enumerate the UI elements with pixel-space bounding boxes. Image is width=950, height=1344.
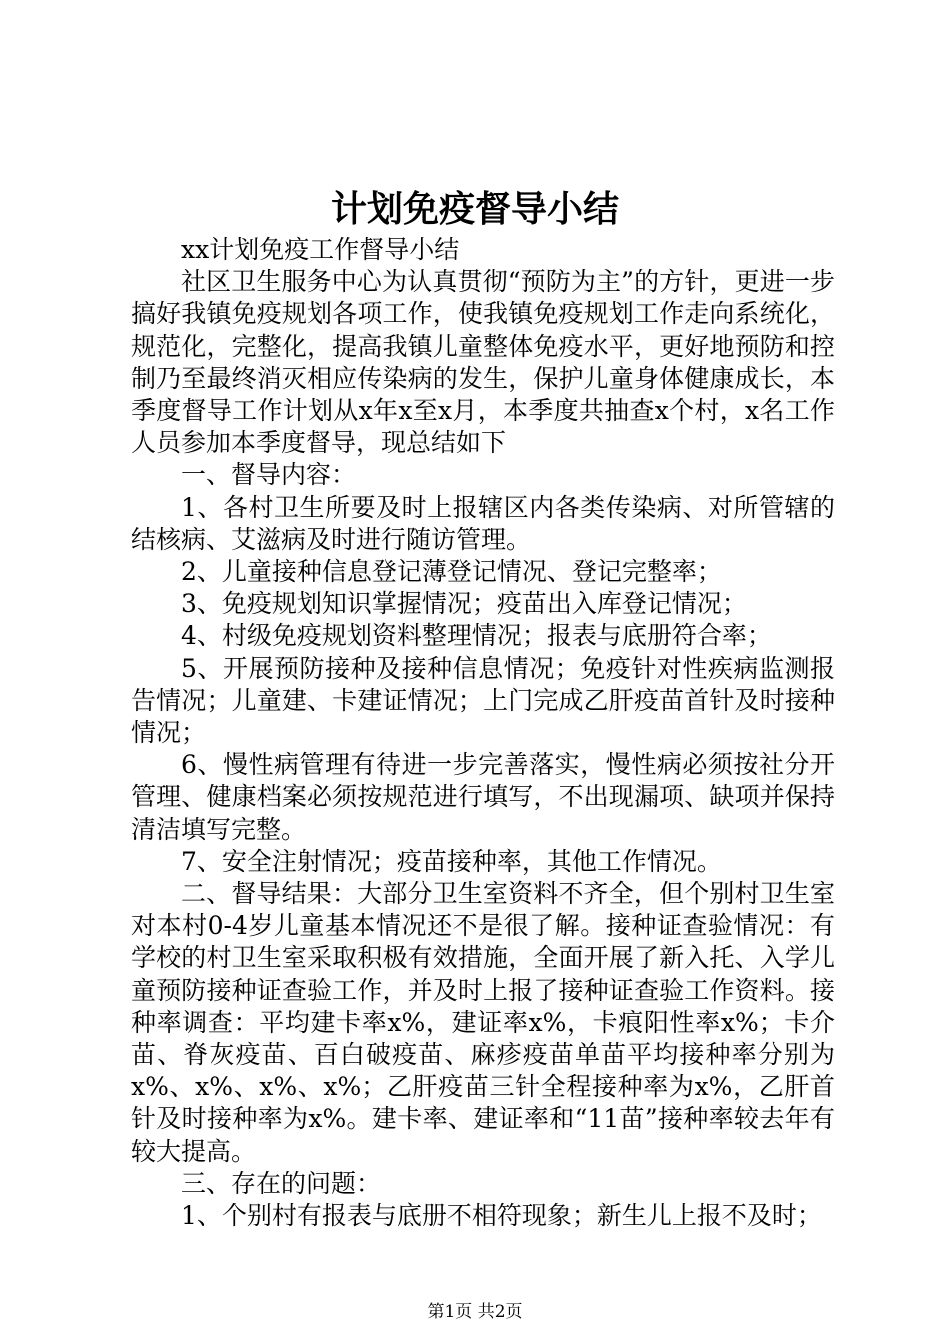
page-footer: 第1页 共2页 [427,1302,523,1322]
paragraph-subtitle: xx计划免疫工作督导小结 [181,235,460,264]
document-title: 计划免疫督导小结 [330,188,619,230]
list-item: 7、安全注射情况；疫苗接种率，其他工作情况。 [181,846,722,876]
list-item: 1、各村卫生所要及时上报辖区内各类传染病、对所管辖的结核病、艾滋病及时进行随访管理。 [131,492,835,554]
list-item: 2、儿童接种信息登记薄登记情况、登记完整率； [181,557,722,587]
list-item: 4、村级免疫规划资料整理情况；报表与底册符合率； [181,621,772,651]
list-item: 6、慢性病管理有待进一步完善落实，慢性病必须按社分开管理、健康档案必须按规范进行填写，不出现漏项、缺项并保持清洁填写完整。 [131,750,835,844]
paragraph-results: 二、督导结果：大部分卫生室资料不齐全，但个别村卫生室对本村0-4岁儿童基本情况还不是很了解。接种证查验情况：有学校的村卫生室采取积极有效措施，全面开展了新入托、入学儿童预防接种证查验工作，并及时上报了接种证查验工作资料。接种率调查：平均建卡率x%，建证率x%，卡痕阳性率x%；卡介苗、脊灰疫苗、百白破疫苗、麻疹疫苗单苗平均接种率分别为x%、x%、x%、x%；乙肝疫苗三针全程接种率为x%，乙肝首针及时接种率为x%。建卡率、建证率和“11苗”接种率较去年有较大提高。 [131,879,835,1166]
document-body [131,234,835,1232]
paragraph-intro: 社区卫生服务中心为认真贯彻“预防为主”的方针，更进一步搞好我镇免疫规划各项工作，使我镇免疫规划工作走向系统化，规范化，完整化，提高我镇儿童整体免疫水平，更好地预防和控制乃至最终消灭相应传染病的发生，保护儿童身体健康成长，本季度督导工作计划从x年x至x月，本季度共抽查x个村，x名工作人员参加本季度督导，现总结如下 [131,267,835,458]
section-heading-problems: 三、存在的问题： [181,1168,382,1198]
list-item: 3、免疫规划知识掌握情况；疫苗出入库登记情况； [181,589,747,619]
list-item: 5、开展预防接种及接种信息情况；免疫针对性疾病监测报告情况；儿童建、卡建证情况；上门完成乙肝疫苗首针及时接种情况； [131,653,835,748]
list-item: 1、个别村有报表与底册不相符现象；新生儿上报不及时； [181,1201,822,1231]
section-heading-content: 一、督导内容： [181,460,357,490]
